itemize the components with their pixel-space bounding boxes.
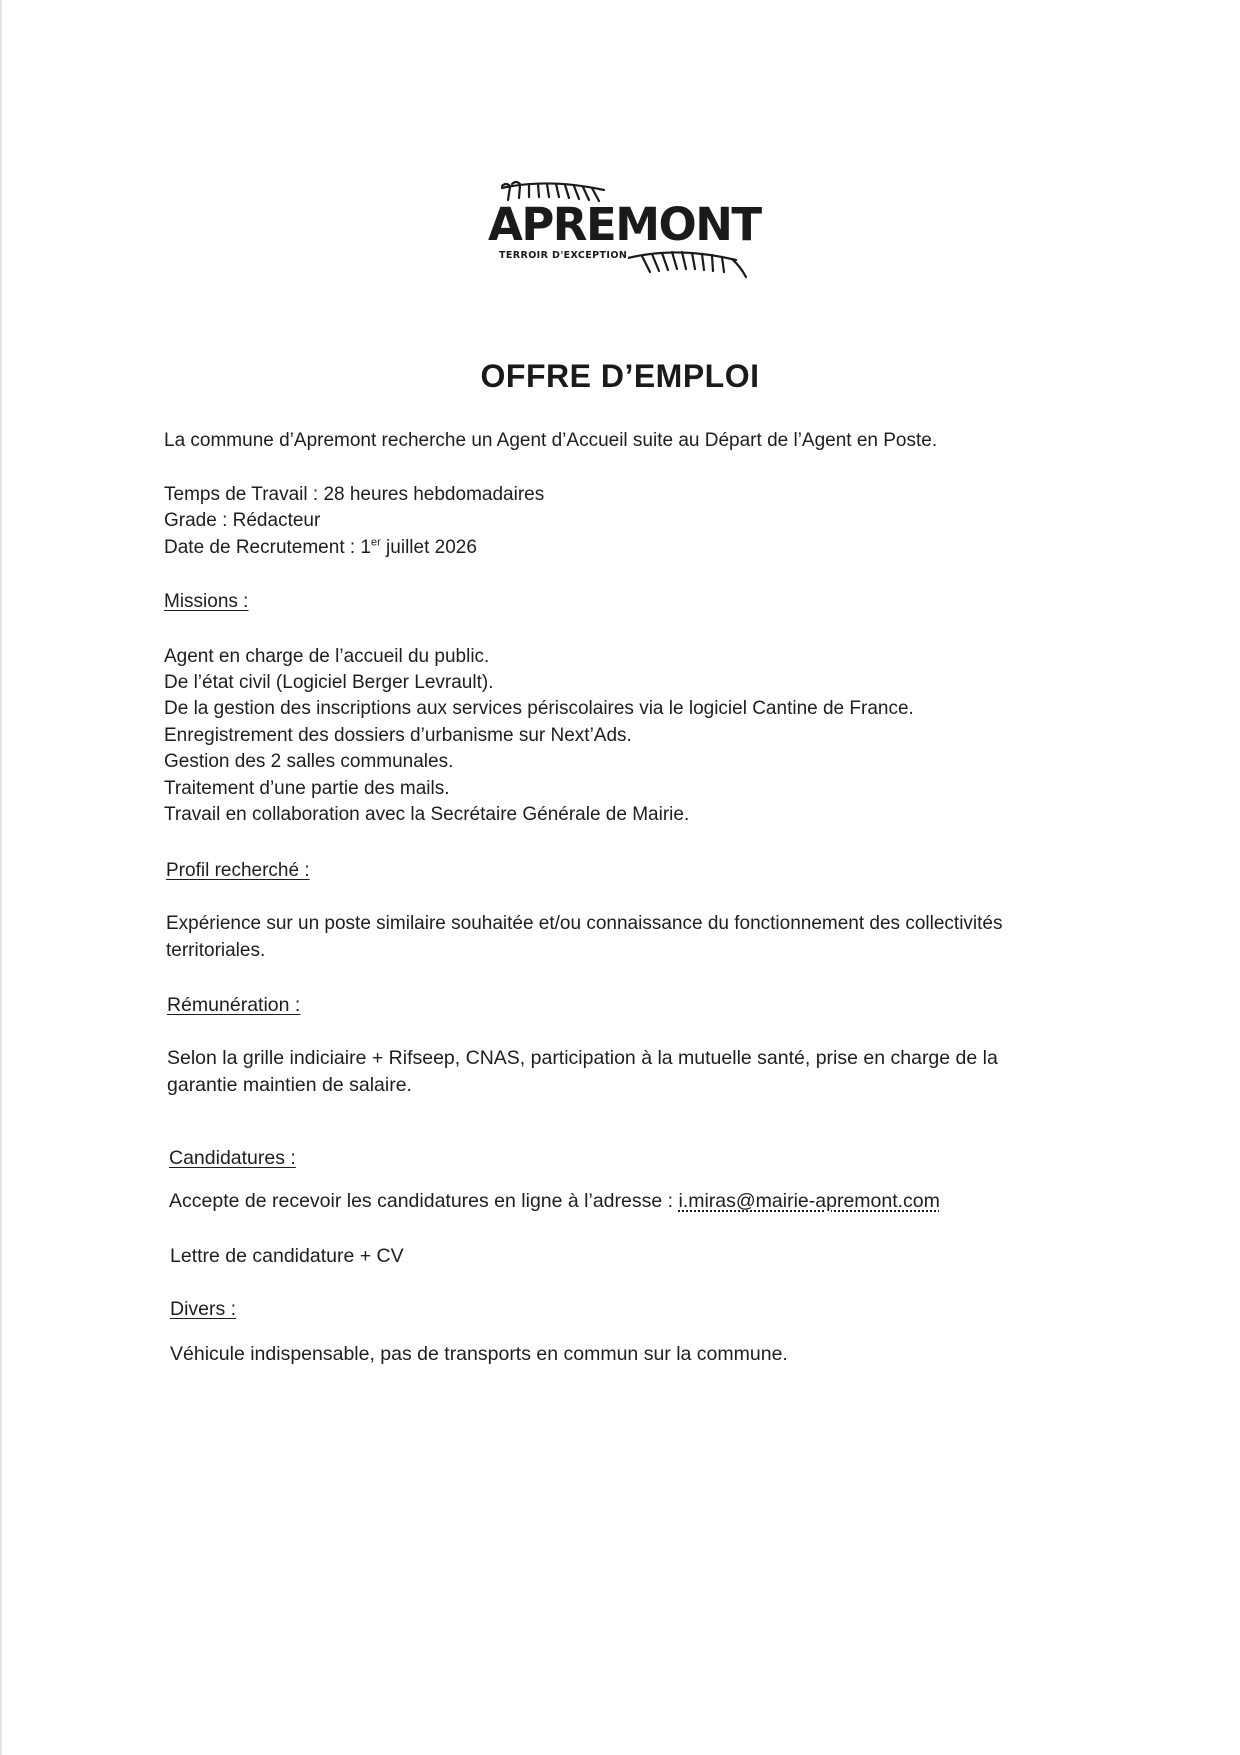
- logo-tagline: TERROIR D'EXCEPTION: [499, 250, 628, 261]
- mission-item: Travail en collaboration avec la Secrétaire Générale de Mairie.: [164, 804, 690, 825]
- intro-text: La commune d’Apremont recherche un Agent d’Accueil suite au Départ de l’Agent en Poste.: [164, 430, 938, 451]
- mission-item: De la gestion des inscriptions aux services périscolaires via le logiciel Cantine de France.: [164, 698, 914, 719]
- mission-item: Gestion des 2 salles communales.: [164, 751, 454, 772]
- email-link[interactable]: i.miras@mairie-apremont.com: [678, 1190, 940, 1212]
- remuneration-text-line: garantie maintien de salaire.: [167, 1074, 412, 1096]
- recruitment-date: [164, 538, 477, 557]
- applications-text: [169, 1192, 940, 1212]
- mission-item: De l’état civil (Logiciel Berger Levrault).: [164, 672, 494, 693]
- remuneration-text-line: Selon la grille indiciaire + Rifseep, CNAS, participation à la mutuelle santé, prise en charge de la: [167, 1047, 998, 1069]
- profile-heading: Profil recherché :: [166, 860, 310, 881]
- recruitment-date-ordinal: er: [371, 536, 381, 549]
- apremont-logo: [488, 178, 761, 280]
- remuneration-heading: Rémunération :: [167, 994, 301, 1016]
- applications-intro: Accepte de recevoir les candidatures en ligne à l’adresse :: [169, 1190, 679, 1212]
- page-title: OFFRE D’EMPLOI: [480, 358, 760, 394]
- misc-text: Véhicule indispensable, pas de transports en commun sur la commune.: [170, 1343, 788, 1365]
- profile-text-line: Expérience sur un poste similaire souhaitée et/ou connaissance du fonctionnement des collectivités: [166, 913, 1003, 934]
- grade: Grade : Rédacteur: [164, 510, 321, 531]
- application-documents: Lettre de candidature + CV: [170, 1245, 404, 1267]
- logo-wordmark: APREMONT: [488, 198, 761, 251]
- missions-heading: Missions :: [164, 591, 249, 612]
- mission-item: Traitement d’une partie des mails.: [164, 778, 450, 799]
- recruitment-date-suffix: juillet 2026: [380, 537, 477, 558]
- misc-heading: Divers :: [170, 1298, 237, 1320]
- profile-text-line: territoriales.: [166, 940, 266, 961]
- mission-item: Agent en charge de l’accueil du public.: [164, 646, 490, 667]
- recruitment-date-prefix: Date de Recrutement : 1: [164, 537, 371, 558]
- mission-item: Enregistrement des dossiers d’urbanisme sur Next’Ads.: [164, 725, 632, 746]
- page-edge: [0, 0, 2, 1755]
- applications-heading: Candidatures :: [169, 1147, 296, 1169]
- logo-bottom-rays-icon: [628, 244, 750, 280]
- working-time: Temps de Travail : 28 heures hebdomadaires: [164, 484, 545, 505]
